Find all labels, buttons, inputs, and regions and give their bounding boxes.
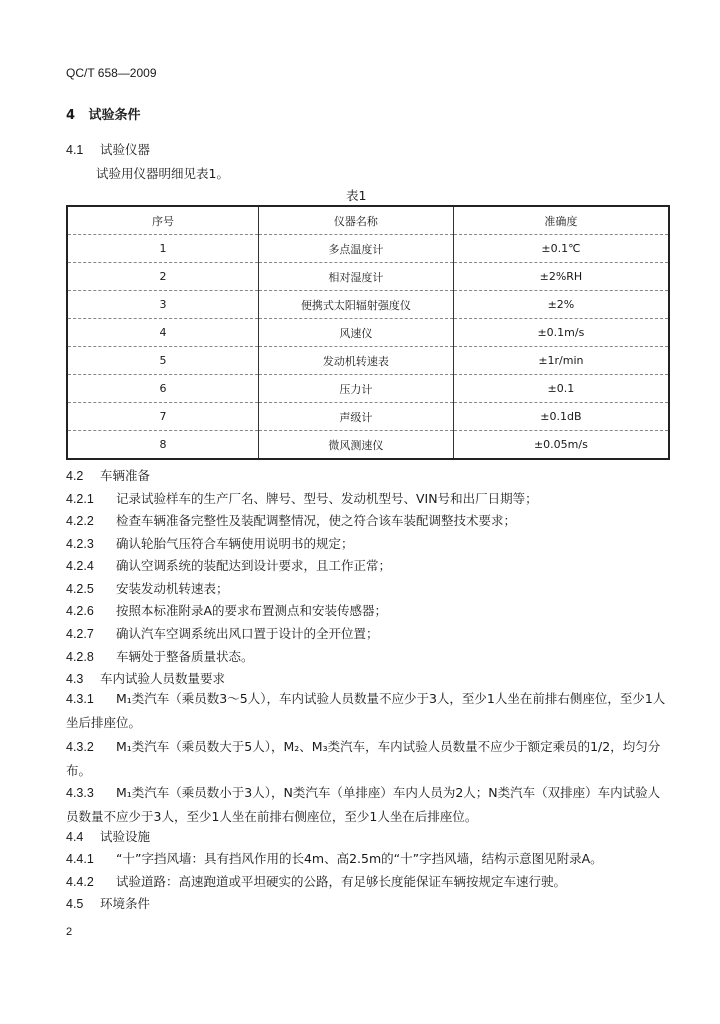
section-title: 车辆准备	[99, 468, 150, 483]
table-cell: 风速仪	[258, 319, 453, 347]
table-cell: 6	[67, 375, 258, 403]
item-text: 按照本标准附录A的要求布置测点和安装传感器；	[116, 603, 388, 618]
table-row	[67, 375, 669, 403]
section-number: 4.2	[66, 469, 84, 483]
list-item	[66, 534, 354, 552]
item-number: 4.2.4	[66, 559, 94, 573]
table-cell: 5	[67, 347, 258, 375]
item-number: 4.2.6	[66, 604, 94, 618]
table-row	[67, 347, 669, 375]
table-cell: ±1r/min	[453, 347, 669, 375]
table-row	[67, 291, 669, 319]
table-cell: 7	[67, 403, 258, 431]
table-cell: ±2%	[453, 291, 669, 319]
section-number: 4.1	[66, 143, 84, 157]
item-number: 4.3.3	[66, 786, 94, 800]
table-cell: 微风测速仪	[258, 431, 453, 460]
table-row	[67, 263, 669, 291]
item-number: 4.4.2	[66, 875, 94, 889]
list-item	[66, 511, 516, 529]
section-4-3-heading	[66, 669, 225, 687]
list-item	[66, 849, 603, 867]
table-row	[67, 235, 669, 263]
section-title: 试验仪器	[99, 142, 150, 157]
item-number: 4.2.5	[66, 582, 94, 596]
list-item	[66, 624, 379, 642]
table-cell: 1	[67, 235, 258, 263]
section-4-heading	[66, 104, 141, 123]
paragraph-4-3-1	[66, 687, 666, 734]
column-header: 序号	[67, 206, 258, 235]
table-cell: 3	[67, 291, 258, 319]
item-number: 4.2.7	[66, 627, 94, 641]
table-cell: 相对湿度计	[258, 263, 453, 291]
table-cell: 4	[67, 319, 258, 347]
item-text: 确认汽车空调系统出风口置于设计的全开位置；	[116, 626, 379, 641]
item-text: 确认空调系统的装配达到设计要求，且工作正常；	[116, 558, 392, 573]
table-row	[67, 403, 669, 431]
table-caption: 表1	[346, 188, 367, 203]
table-cell: ±0.1	[453, 375, 669, 403]
section-number: 4.3	[66, 672, 84, 686]
table-header-row	[67, 206, 669, 235]
item-number: 4.2.8	[66, 650, 94, 664]
list-item	[66, 489, 538, 507]
list-item	[66, 556, 391, 574]
standard-code-header: QC/T 658—2009	[66, 66, 157, 80]
section-title: 车内试验人员数量要求	[99, 671, 225, 686]
item-number: 4.4.1	[66, 852, 94, 866]
list-item	[66, 647, 254, 665]
page-number: 2	[66, 926, 73, 938]
column-header: 仪器名称	[258, 206, 453, 235]
table-row	[67, 431, 669, 460]
column-header: 准确度	[453, 206, 669, 235]
list-item	[66, 872, 566, 890]
paragraph-text: M₁类汽车（乘员数3～5人），车内试验人员数量不应少于3人，至少1人坐在前排右侧座位，至少1人坐后排座位。	[66, 691, 666, 730]
section-4-4-heading	[66, 827, 150, 845]
table-cell: 8	[67, 431, 258, 460]
table-cell: 声级计	[258, 403, 453, 431]
item-number: 4.2.2	[66, 514, 94, 528]
table-cell: 多点温度计	[258, 235, 453, 263]
item-text: “十”字挡风墙：具有挡风作用的长4m、高2.5m的“十”字挡风墙，结构示意图见附录A。	[116, 851, 603, 866]
section-number: 4	[66, 108, 76, 123]
paragraph-text: M₁类汽车（乘员数小于3人），N类汽车（单排座）车内人员为2人；N类汽车（双排座）车内试验人员数量不应少于3人，至少1人坐在前排右侧座位，至少1人坐在后排座位。	[66, 785, 661, 824]
table-cell: ±0.05m/s	[453, 431, 669, 460]
table-cell: ±2%RH	[453, 263, 669, 291]
section-title: 试验设施	[99, 829, 150, 844]
paragraph-4-3-3	[66, 781, 666, 828]
item-number: 4.2.1	[66, 492, 94, 506]
section-title: 环境条件	[99, 896, 150, 911]
instrument-table	[66, 205, 670, 460]
list-item	[66, 601, 387, 619]
section-4-5-heading	[66, 894, 150, 912]
table-cell: ±0.1m/s	[453, 319, 669, 347]
item-text: 确认轮胎气压符合车辆使用说明书的规定；	[116, 536, 354, 551]
table-cell: 压力计	[258, 375, 453, 403]
section-4-1-heading	[66, 140, 150, 158]
paragraph-4-3-2	[66, 735, 666, 782]
table-cell: ±0.1℃	[453, 235, 669, 263]
section-number: 4.4	[66, 830, 84, 844]
item-number: 4.3.2	[66, 740, 94, 754]
paragraph-text: M₁类汽车（乘员数大于5人），M₂、M₃类汽车，车内试验人员数量不应少于额定乘员的1/2，均匀分布。	[66, 739, 661, 778]
list-item	[66, 579, 229, 597]
table-cell: 发动机转速表	[258, 347, 453, 375]
table-intro-text: 试验用仪器明细见表1。	[96, 166, 229, 181]
item-number: 4.3.1	[66, 692, 94, 706]
section-title: 试验条件	[88, 108, 141, 123]
item-text: 试验道路：高速跑道或平坦硬实的公路，有足够长度能保证车辆按规定车速行驶。	[116, 874, 567, 889]
item-text: 检查车辆准备完整性及装配调整情况，使之符合该车装配调整技术要求；	[116, 513, 517, 528]
item-text: 记录试验样车的生产厂名、牌号、型号、发动机型号、VIN号和出厂日期等；	[116, 491, 538, 506]
table-row	[67, 319, 669, 347]
table-cell: 便携式太阳辐射强度仪	[258, 291, 453, 319]
section-4-2-heading	[66, 466, 150, 484]
item-text: 车辆处于整备质量状态。	[116, 649, 254, 664]
item-number: 4.2.3	[66, 537, 94, 551]
section-number: 4.5	[66, 897, 84, 911]
table-cell: 2	[67, 263, 258, 291]
table-cell: ±0.1dB	[453, 403, 669, 431]
item-text: 安装发动机转速表；	[116, 581, 229, 596]
